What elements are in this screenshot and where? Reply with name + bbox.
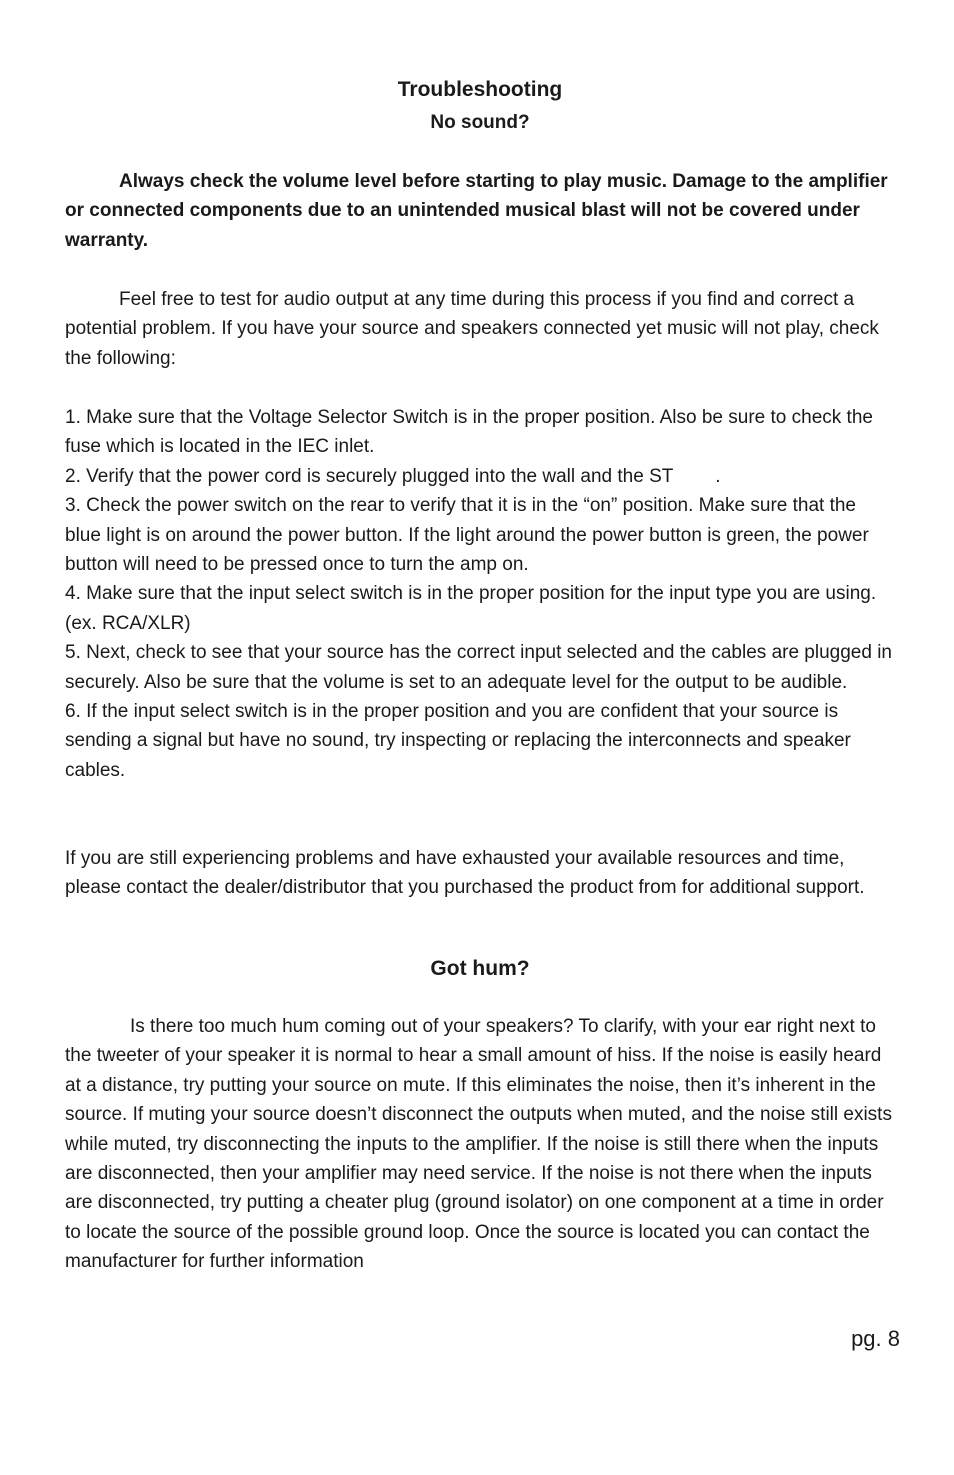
closing-paragraph: If you are still experiencing problems and have exhausted your available resources and time, please contact the dealer/distributor that you purchased the product from for additional support. <box>65 848 865 899</box>
step-2: 2. Verify that the power cord is securely plugged into the wall and the ST . <box>65 465 721 487</box>
step-5: 5. Next, check to see that your source has the correct input selected and the cables are plugged in securely. Also be sure that the volume is set to an adequate level for the output to be audible. <box>65 642 892 693</box>
page-title: Troubleshooting <box>397 78 563 101</box>
section-subtitle-no-sound: No sound? <box>430 112 530 133</box>
volume-warning: Always check the volume level before starting to play music. Damage to the amplifier or connected components due to an unintended musical blast will not be covered under warranty. <box>65 171 888 251</box>
step-3: 3. Check the power switch on the rear to verify that it is in the “on” position. Make sure that the blue light is on around the power button. If the light around the power button is green, the power button will need to be pressed once to turn the amp on. <box>65 495 869 576</box>
page-number: pg. 8 <box>851 1326 900 1351</box>
manual-page <box>65 0 900 1475</box>
intro-paragraph: Feel free to test for audio output at any time during this process if you find and correct a potential problem. If you have your source and speakers connected yet music will not play, check the following: <box>65 289 879 369</box>
step-1: 1. Make sure that the Voltage Selector Switch is in the proper position. Also be sure to check the fuse which is located in the IEC inlet. <box>65 407 873 458</box>
section-heading-got-hum: Got hum? <box>430 957 530 980</box>
step-6: 6. If the input select switch is in the proper position and you are confident that your source is sending a signal but have no sound, try inspecting or replacing the interconnects and speaker cables. <box>65 701 851 781</box>
troubleshooting-steps <box>65 403 895 785</box>
step-4: 4. Make sure that the input select switch is in the proper position for the input type you are using. (ex. RCA/XLR) <box>65 583 877 634</box>
hum-paragraph: Is there too much hum coming out of your speakers? To clarify, with your ear right next to the tweeter of your speaker it is normal to hear a small amount of hiss. If the noise is easily heard at a distance, try putting your source on mute. If this eliminates the noise, then it’s inherent in the source. If muting your source doesn’t disconnect the outputs when muted, and the noise still exists while muted, try disconnecting the inputs to the amplifier. If the noise is still there when the inputs are disconnected, then your amplifier may need service. If the noise is not there when the inputs are disconnected, try putting a cheater plug (ground isolator) on one component at a time in order to locate the source of the possible ground loop. Once the source is located you can contact the manufacturer for further information <box>65 1016 892 1273</box>
